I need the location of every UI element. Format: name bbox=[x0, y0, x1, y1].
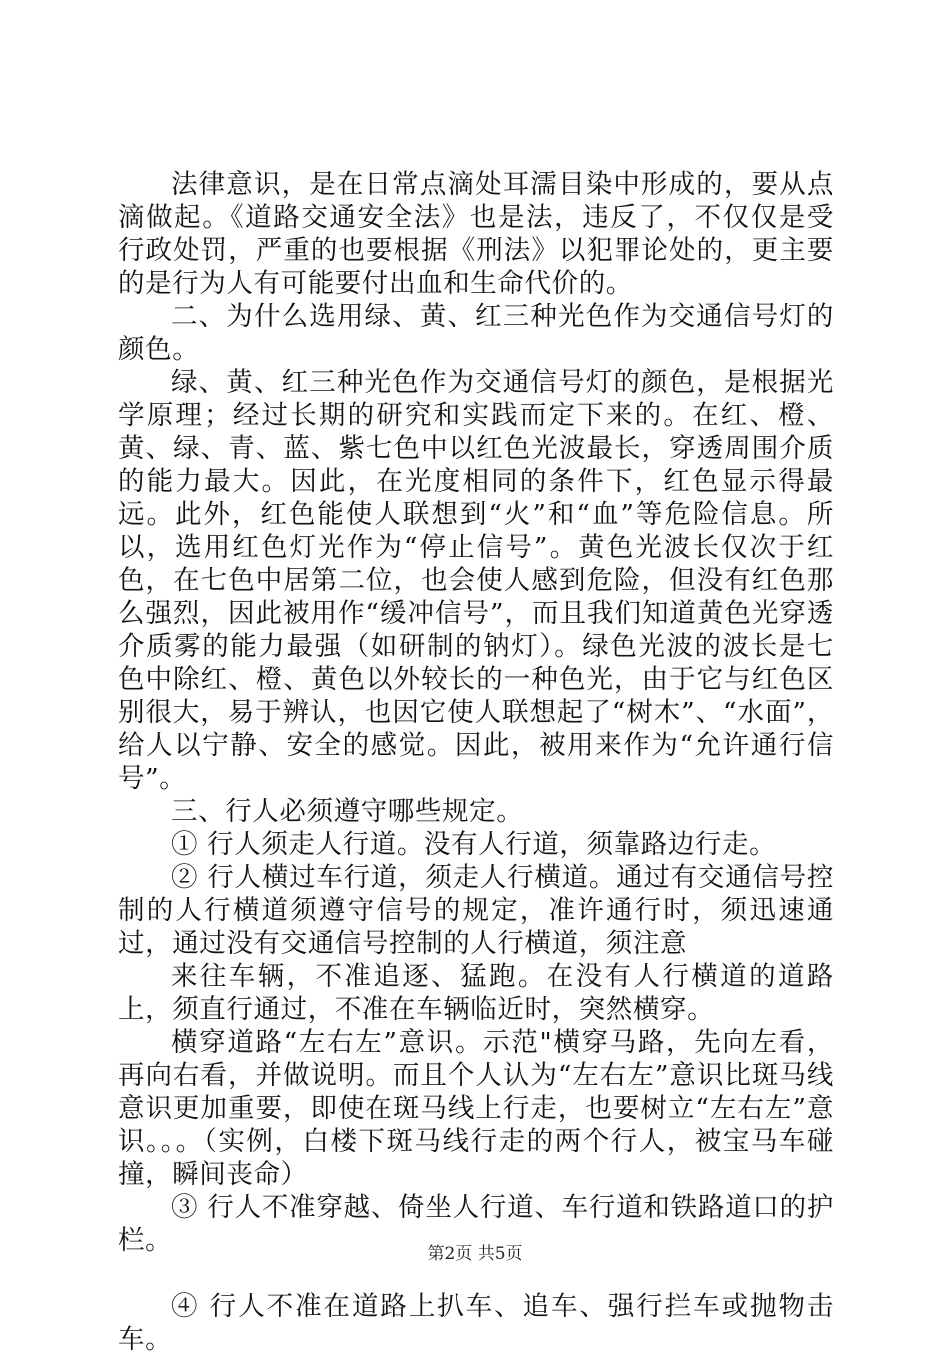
body-text bbox=[118, 168, 834, 1356]
page-number-footer: 第2页 共5页 bbox=[427, 1244, 523, 1264]
heading-section-two: 二、为什么选用绿、黄、红三种光色作为交通信号灯的颜色。 bbox=[118, 301, 834, 365]
rule-item-2-continued: 来往车辆，不准追逐、猛跑。在没有人行横道的道路上，须直行通过，不准在车辆临近时，突然横穿。 bbox=[118, 961, 834, 1025]
rule-item-3: ③ 行人不准穿越、倚坐人行道、车行道和铁路道口的护栏。 bbox=[118, 1192, 834, 1256]
paragraph-legal-awareness: 法律意识，是在日常点滴处耳濡目染中形成的，要从点滴做起。《道路交通安全法》也是法，违反了，不仅仅是受行政处罚，严重的也要根据《刑法》以犯罪论处的，更主要的是行为人有可能要付出血和生命代价的。 bbox=[118, 169, 834, 299]
paragraph-left-right-left: 横穿道路“左右左”意识。示范"横穿马路，先向左看，再向右看，并做说明。而且个人认为“左右左”意识比斑马线意识更加重要，即使在斑马线上行走，也要树立“左右左”意识。。。（实例，白楼下斑马线行走的两个行人，被宝马车碰撞，瞬间丧命） bbox=[118, 1027, 834, 1190]
paragraph-signal-colors: 绿、黄、红三种光色作为交通信号灯的颜色，是根据光学原理；经过长期的研究和实践而定下来的。在红、橙、黄、绿、青、蓝、紫七色中以红色光波最长，穿透周围介质的能力最大。因此，在光度相同的条件下，红色显示得最远。此外，红色能使人联想到“火”和“血”等危险信息。所以，选用红色灯光作为“停止信号”。黄色光波长仅次于红色，在七色中居第二位，也会使人感到危险，但没有红色那么强烈，因此被用作“缓冲信号”，而且我们知道黄色光穿透介质雾的能力最强（如研制的钠灯）。绿色光波的波长是七色中除红、橙、黄色以外较长的一种色光，由于它与红色区别很大，易于辨认，也因它使人联想起了“树木”、“水面”，给人以宁静、安全的感觉。因此，被用来作为“允许通行信号”。 bbox=[118, 367, 834, 794]
rule-item-2: ② 行人横过车行道，须走人行横道。通过有交通信号控制的人行横道须遵守信号的规定，准许通行时，须迅速通过，通过没有交通信号控制的人行横道，须注意 bbox=[118, 862, 834, 959]
heading-section-three: 三、行人必须遵守哪些规定。 bbox=[171, 796, 524, 827]
rule-item-4: ④ 行人不准在道路上扒车、追车、强行拦车或抛物击车。 bbox=[118, 1291, 834, 1355]
rule-item-1: ① 行人须走人行道。没有人行道，须靠路边行走。 bbox=[171, 829, 777, 860]
